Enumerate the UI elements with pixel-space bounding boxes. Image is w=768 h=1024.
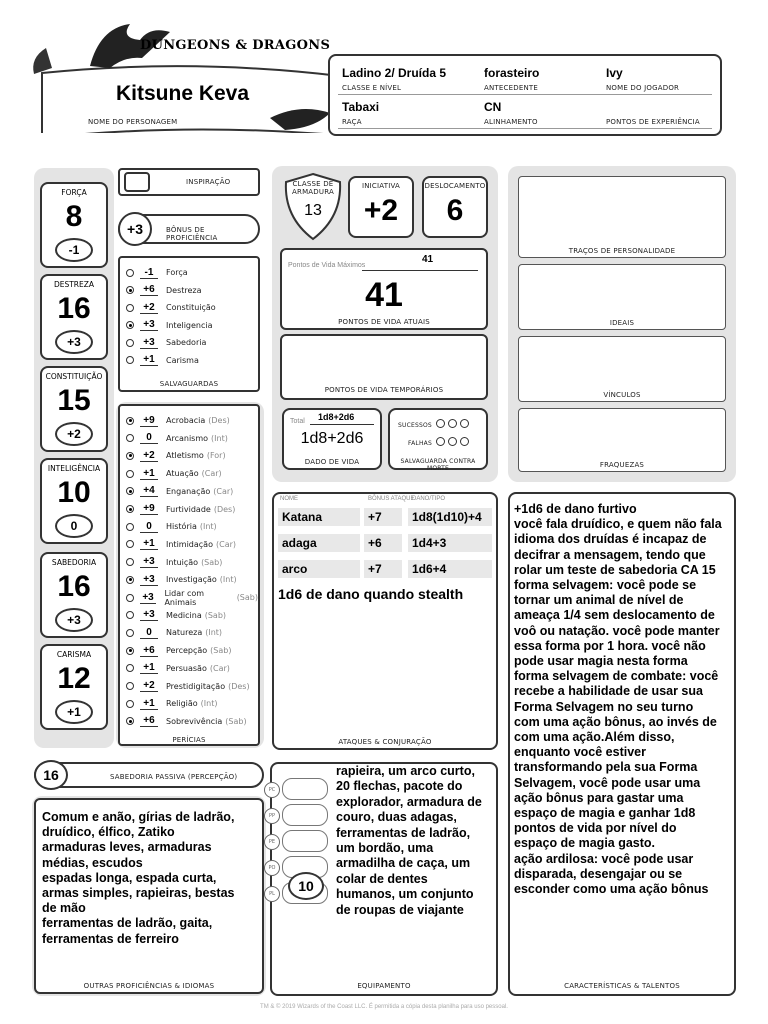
other-proficiencies-label: OUTRAS PROFICIÊNCIAS & IDIOMAS	[83, 982, 215, 990]
initiative-box	[348, 176, 414, 238]
attack-name-header: NOME	[280, 496, 298, 502]
saving-throw-name: Destreza	[166, 285, 202, 295]
equipment-line: um bordão, uma	[336, 841, 434, 856]
equipment-line: colar de dentes	[336, 871, 428, 886]
feature-line: Selvagem, você pode usar uma	[514, 775, 701, 790]
flaws-label: FRAQUEZAS	[599, 461, 645, 469]
skill-row[interactable]	[126, 624, 222, 641]
player-name-value[interactable]: Ivy	[606, 66, 623, 80]
proficiency-line: de mão	[42, 901, 86, 916]
passive-perception-label: SABEDORIA PASSIVA (PERCEPÇÃO)	[110, 773, 238, 781]
ability-0-box	[40, 182, 108, 268]
skill-attribute: (Sab)	[236, 593, 258, 602]
proficiency-line: armaduras leves, armaduras	[42, 840, 212, 855]
feature-line: +1d6 de dano furtivo	[514, 502, 637, 516]
proficiency-checkbox[interactable]	[126, 269, 134, 277]
background-label: ANTECEDENTE	[484, 84, 538, 92]
armor-class-label: CLASSE DE ARMADURA	[292, 180, 334, 196]
skill-value[interactable]: +9	[140, 415, 158, 427]
current-hp-value[interactable]: 41	[365, 276, 403, 314]
skill-name: História	[166, 522, 197, 532]
proficiency-checkbox[interactable]	[126, 700, 134, 708]
saving-throw-name: Sabedoria	[166, 338, 207, 347]
ideals-label: IDEAIS	[609, 319, 635, 327]
feature-line: disparada, desengajar ou se	[514, 866, 683, 881]
skill-attribute: (Des)	[208, 416, 230, 425]
class-level-value[interactable]: Ladino 2/ Druída 5	[342, 66, 447, 80]
death-fail-checks[interactable]	[436, 437, 469, 446]
race-label: RAÇA	[342, 118, 362, 126]
proficiency-line: médias, escudos	[42, 855, 143, 870]
ability-modifier[interactable]: 0	[55, 514, 93, 538]
speed-value[interactable]: 6	[446, 194, 464, 227]
skill-attribute: (Sab)	[210, 646, 232, 656]
proficiency-checkbox[interactable]	[126, 611, 134, 619]
xp-label: PONTOS DE EXPERIÊNCIA	[606, 118, 700, 126]
personality-traits-label: TRAÇOS DE PERSONALIDADE	[568, 247, 676, 255]
attack-bonus-header: BÔNUS ATAQUE	[368, 496, 415, 502]
feature-line: forma selvagem: você pode se	[514, 578, 697, 593]
copyright-footer: TM & © 2019 Wizards of the Coast LLC. É permitida a cópia desta planilha para uso pessoal.	[260, 1004, 508, 1010]
coin-pp-label: PP	[264, 808, 280, 824]
class-level-label: CLASSE E NÍVEL	[342, 84, 402, 92]
skill-attribute: (Int)	[219, 575, 237, 585]
saving-throw-value[interactable]: +1	[140, 354, 158, 366]
skill-name: Medicina	[166, 610, 202, 620]
proficiency-line: ferramentas de ladrão, gaita,	[42, 916, 213, 931]
current-hp-label: PONTOS DE VIDA ATUAIS	[338, 318, 430, 326]
skill-name: Atuação	[166, 469, 199, 479]
ability-score[interactable]: 16	[57, 570, 91, 603]
proficiency-checkbox[interactable]	[126, 540, 134, 548]
coin-po-label: PO	[264, 860, 280, 876]
death-saves-label: SALVAGUARDA CONTRA MORTE	[400, 458, 476, 472]
attacks-box	[272, 492, 498, 750]
ability-3-box	[40, 458, 108, 544]
alignment-label: ALINHAMENTO	[484, 118, 538, 126]
initiative-label: INICIATIVA	[361, 182, 401, 190]
death-fail-label: FALHAS	[408, 440, 432, 447]
proficiency-line: armas simples, rapieiras, bestas	[42, 886, 235, 901]
saving-throw-name: Carisma	[166, 355, 199, 365]
feature-line: tornar um animal de nível de	[514, 593, 684, 608]
skill-name: Persuasão	[166, 663, 207, 673]
skill-row[interactable]	[126, 430, 228, 447]
proficiency-checkbox[interactable]	[126, 629, 134, 637]
death-saves-box	[388, 408, 488, 470]
feature-line: rolar um teste de sabedoria CA 15	[514, 562, 716, 577]
skill-name: Atletismo	[166, 451, 204, 461]
ability-1-box	[40, 274, 108, 360]
skill-attribute: (Car)	[215, 539, 237, 549]
skill-value[interactable]: +6	[140, 645, 158, 657]
equipment-label: EQUIPAMENTO	[357, 982, 411, 990]
feature-line: esconder como uma ação bônus	[514, 882, 709, 897]
proficiency-box	[118, 214, 260, 244]
ability-modifier[interactable]: +1	[55, 700, 93, 724]
feature-line: voô ou natação. você pode manter	[514, 623, 720, 638]
ability-label: SABEDORIA	[51, 558, 97, 567]
flaws-box[interactable]	[518, 408, 726, 472]
skill-attribute: (Int)	[205, 628, 223, 638]
ability-score[interactable]: 8	[65, 200, 83, 233]
saving-throw-row[interactable]	[126, 264, 188, 281]
background-value[interactable]: forasteiro	[484, 66, 540, 80]
skills-box	[118, 404, 260, 746]
proficiency-label: BÔNUS DE PROFICIÊNCIA	[166, 226, 218, 242]
equipment-line: rapieira, um arco curto,	[336, 764, 475, 778]
saving-throw-value[interactable]: +3	[140, 319, 158, 331]
equipment-line: ferramentas de ladrão,	[336, 825, 471, 840]
features-label: CARACTERÍSTICAS & TALENTOS	[564, 982, 680, 990]
skill-row[interactable]	[126, 713, 247, 730]
ability-modifier[interactable]: +3	[55, 608, 93, 632]
feature-line: recebe a habilidade de usar sua	[514, 684, 703, 699]
proficiency-checkbox[interactable]	[126, 487, 134, 495]
equipment-line: de roupas de viajante	[336, 902, 464, 917]
skill-value[interactable]: +4	[140, 485, 158, 497]
game-logo: DUNGEONS & DRAGONS	[140, 38, 331, 53]
gold-value[interactable]: 10	[288, 872, 324, 900]
dragon-banner-graphic	[30, 18, 350, 133]
ability-4-box	[40, 552, 108, 638]
feature-line: espaço de magia gasto.	[514, 836, 656, 851]
bonds-box[interactable]	[518, 336, 726, 402]
coin-pc-label: PC	[264, 782, 280, 798]
saving-throw-value[interactable]: +2	[140, 302, 158, 314]
skill-row[interactable]	[126, 642, 231, 659]
skill-row[interactable]	[126, 678, 250, 695]
skill-value[interactable]: 0	[140, 627, 158, 639]
skill-attribute: (Des)	[213, 504, 236, 514]
max-hp-value[interactable]: 41	[422, 254, 434, 265]
proficiency-checkbox[interactable]	[126, 505, 134, 513]
temp-hp-label: PONTOS DE VIDA TEMPORÁRIOS	[324, 386, 444, 394]
hit-dice-value[interactable]: 1d8+2d6	[300, 430, 364, 447]
equipment-line: couro, duas adagas,	[336, 810, 457, 825]
inspiration-input[interactable]	[124, 172, 150, 192]
attack-damage[interactable]: 1d6+4	[408, 560, 492, 578]
skill-value[interactable]: 0	[140, 432, 158, 444]
skill-name: Furtividade	[166, 504, 211, 514]
skill-name: Lidar com Animais	[164, 588, 205, 607]
skill-name: Investigação	[166, 575, 217, 585]
skill-name: Prestidigitação	[166, 681, 226, 691]
feature-line: transformando pela sua Forma	[514, 760, 698, 775]
skill-row[interactable]	[126, 589, 258, 606]
skill-attribute: (Des)	[228, 681, 250, 691]
saving-throw-name: Força	[166, 268, 188, 277]
passive-perception-value[interactable]: 16	[34, 760, 68, 790]
ability-5-box	[40, 644, 108, 730]
race-value[interactable]: Tabaxi	[342, 100, 380, 114]
equipment-line: humanos, um conjunto	[336, 887, 474, 902]
ideals-box[interactable]	[518, 264, 726, 330]
attack-note[interactable]: 1d6 de dano quando stealth	[278, 586, 464, 602]
other-proficiencies-box[interactable]	[34, 798, 264, 994]
attacks-label: ATAQUES & CONJURAÇÃO	[338, 738, 432, 746]
skills-label: PERÍCIAS	[172, 736, 206, 744]
skill-value[interactable]: +2	[140, 450, 158, 462]
feature-line: enquanto você estiver	[514, 745, 646, 760]
attack-bonus[interactable]: +7	[364, 560, 402, 578]
ability-label: INTELIGÊNCIA	[47, 464, 101, 473]
inspiration-label: INSPIRAÇÃO	[186, 178, 231, 186]
current-hp-box[interactable]	[280, 248, 488, 330]
skill-attribute: (Car)	[209, 663, 230, 673]
coin-pl-label: PL	[264, 886, 280, 902]
ability-score[interactable]: 15	[57, 384, 91, 417]
feature-line: ameaça 1/4 sem deslocamento de	[514, 608, 715, 623]
feature-line: decifrar a mensagem, tendo que	[514, 547, 706, 562]
feature-line: essa forma por 1 hora. você não	[514, 638, 706, 653]
skill-name: Natureza	[166, 628, 203, 638]
skill-value[interactable]: 0	[140, 521, 158, 533]
personality-traits-box[interactable]	[518, 176, 726, 258]
skill-value[interactable]: +1	[140, 538, 158, 550]
equipment-line: armadilha de caça, um	[336, 856, 471, 871]
saving-throw-row[interactable]	[126, 334, 206, 351]
skill-attribute: (For)	[206, 451, 226, 461]
character-name-label: NOME DO PERSONAGEM	[88, 118, 178, 126]
saving-throw-name: Inteligencia	[166, 320, 213, 330]
skill-name: Acrobacia	[166, 416, 206, 425]
armor-class-value[interactable]: 13	[304, 202, 322, 219]
equipment-list[interactable]	[336, 764, 482, 918]
skill-value[interactable]: +3	[140, 592, 157, 604]
saving-throw-value[interactable]: +3	[140, 337, 158, 349]
skill-name: Religião	[166, 699, 198, 709]
skill-row[interactable]	[126, 501, 235, 518]
proficiency-checkbox[interactable]	[126, 717, 134, 725]
saving-throw-row[interactable]	[126, 299, 216, 316]
skill-row[interactable]	[126, 412, 230, 429]
hit-dice-total-label: Total	[290, 418, 305, 425]
inspiration-box	[118, 168, 260, 196]
skill-value[interactable]: +1	[140, 698, 158, 710]
skill-name: Arcanismo	[166, 433, 209, 443]
equipment-line: 20 flechas, pacote do	[336, 779, 463, 794]
skill-row[interactable]	[126, 607, 226, 624]
skill-value[interactable]: +9	[140, 503, 158, 515]
max-hp-label: Pontos de Vida Máximos	[288, 262, 366, 269]
saving-throw-row[interactable]	[126, 282, 202, 299]
character-name[interactable]: Kitsune Keva	[116, 82, 250, 105]
skill-name: Intimidação	[166, 539, 213, 549]
proficiency-line: druídico, élfico, Zatiko	[42, 825, 175, 840]
attack-name[interactable]: Katana	[278, 508, 360, 526]
ability-score[interactable]: 10	[57, 476, 91, 509]
skill-row[interactable]	[126, 695, 217, 712]
saving-throws-label: SALVAGUARDAS	[159, 380, 219, 388]
equipment-box	[270, 762, 498, 996]
ability-2-box	[40, 366, 108, 452]
proficiency-value[interactable]: +3	[118, 212, 152, 246]
skill-name: Percepção	[166, 646, 208, 656]
feature-line: Forma Selvagem no seu turno	[514, 699, 694, 714]
attack-damage-header: DANO/TIPO	[412, 496, 446, 502]
hit-dice-box[interactable]	[282, 408, 382, 470]
proficiency-checkbox[interactable]	[126, 647, 134, 655]
proficiency-checkbox[interactable]	[126, 286, 134, 294]
ability-label: FORÇA	[61, 188, 87, 197]
skill-row[interactable]	[126, 660, 230, 677]
ability-score[interactable]: 12	[57, 662, 91, 695]
skill-row[interactable]	[126, 554, 222, 571]
speed-label: DESLOCAMENTO	[424, 182, 486, 190]
attack-damage[interactable]: 1d4+3	[408, 534, 492, 552]
attack-name[interactable]: adaga	[278, 534, 360, 552]
speed-box	[422, 176, 488, 238]
hit-dice-label: DADO DE VIDA	[304, 458, 360, 466]
ability-modifier[interactable]: +2	[55, 422, 93, 446]
skill-attribute: (Sab)	[204, 610, 227, 620]
death-success-label: SUCESSOS	[398, 422, 432, 429]
skill-row[interactable]	[126, 483, 233, 500]
ability-label: CARISMA	[56, 650, 92, 659]
coin-pe-label: PE	[264, 834, 280, 850]
skill-attribute: (Int)	[199, 522, 217, 532]
proficiency-checkbox[interactable]	[126, 417, 134, 425]
proficiency-checkbox[interactable]	[126, 434, 134, 442]
skill-row[interactable]	[126, 518, 217, 535]
skill-row[interactable]	[126, 447, 226, 464]
character-info-box	[328, 54, 722, 136]
feature-line: você fala druídico, e quem não fala	[514, 517, 722, 532]
skill-value[interactable]: +2	[140, 680, 158, 692]
ability-score[interactable]: 16	[57, 292, 91, 325]
coin-field[interactable]	[282, 804, 328, 826]
feature-line: forma selvagem de combate: você	[514, 669, 719, 684]
feature-line: com uma ação.Além disso,	[514, 730, 675, 745]
skill-attribute: (Car)	[213, 486, 234, 496]
skill-value[interactable]: +1	[140, 468, 158, 480]
ability-label: CONSTITUIÇÃO	[45, 372, 103, 381]
proficiency-checkbox[interactable]	[126, 558, 134, 566]
skill-value[interactable]: +3	[140, 609, 158, 621]
ability-modifier[interactable]: -1	[55, 238, 93, 262]
skill-name: Intuição	[166, 557, 199, 567]
proficiency-checkbox[interactable]	[126, 452, 134, 460]
skill-name: Sobrevivência	[166, 716, 223, 726]
passive-perception-box	[34, 762, 264, 788]
proficiency-checkbox[interactable]	[126, 523, 134, 531]
feature-line: ação ardilosa: você pode usar	[514, 851, 694, 866]
proficiency-checkbox[interactable]	[126, 594, 134, 602]
saving-throw-row[interactable]	[126, 317, 213, 334]
skill-value[interactable]: +1	[140, 662, 158, 674]
alignment-value[interactable]: CN	[484, 100, 502, 114]
attack-bonus[interactable]: +6	[364, 534, 402, 552]
proficiency-checkbox[interactable]	[126, 339, 134, 347]
attack-bonus[interactable]: +7	[364, 508, 402, 526]
proficiency-line: espadas longa, espada curta,	[42, 870, 217, 885]
skill-value[interactable]: +3	[140, 574, 158, 586]
skill-attribute: (Car)	[201, 469, 222, 479]
feature-line: ação bônus para gastar uma	[514, 790, 684, 805]
skill-value[interactable]: +3	[140, 556, 158, 568]
proficiency-checkbox[interactable]	[126, 470, 134, 478]
saving-throw-value[interactable]: -1	[140, 267, 158, 279]
proficiency-checkbox[interactable]	[126, 321, 134, 329]
proficiency-checkbox[interactable]	[126, 576, 134, 584]
proficiency-checkbox[interactable]	[126, 682, 134, 690]
feature-line: com uma ação bônus, ao invés de	[514, 714, 717, 729]
saving-throw-value[interactable]: +6	[140, 284, 158, 296]
proficiency-checkbox[interactable]	[126, 664, 134, 672]
player-name-label: NOME DO JOGADOR	[606, 84, 680, 92]
skill-attribute: (Sab)	[225, 716, 247, 726]
attack-name[interactable]: arco	[278, 560, 360, 578]
equipment-line: explorador, armadura de	[336, 794, 482, 809]
features-box[interactable]	[508, 492, 736, 996]
feature-line: pode usar magia nesta forma	[514, 654, 688, 669]
ability-modifier[interactable]: +3	[55, 330, 93, 354]
skill-row[interactable]	[126, 571, 237, 588]
feature-line: pontos de vida por nível do	[514, 821, 677, 836]
death-success-checks[interactable]	[436, 419, 469, 428]
proficiency-line: ferramentas de ferreiro	[42, 931, 179, 946]
ability-label: DESTREZA	[53, 280, 95, 289]
hit-dice-total-value[interactable]: 1d8+2d6	[318, 412, 355, 422]
skill-attribute: (Int)	[211, 433, 228, 443]
skill-row[interactable]	[126, 536, 236, 553]
coin-field[interactable]	[282, 830, 328, 852]
skill-name: Enganação	[166, 486, 211, 496]
skill-attribute: (Int)	[200, 699, 218, 709]
saving-throw-name: Constituição	[166, 303, 216, 312]
attack-damage[interactable]: 1d8(1d10)+4	[408, 508, 492, 526]
bonds-label: VÍNCULOS	[603, 391, 641, 399]
skill-row[interactable]	[126, 465, 222, 482]
initiative-value[interactable]: +2	[363, 194, 399, 227]
feature-line: idioma dos druídas é incapaz de	[514, 532, 707, 547]
coin-field[interactable]	[282, 778, 328, 800]
saving-throws-box	[118, 256, 260, 392]
skill-attribute: (Sab)	[201, 557, 223, 567]
feature-line: espaço de magia e ganhar 1d8	[514, 806, 696, 821]
proficiency-checkbox[interactable]	[126, 356, 134, 364]
temp-hp-box[interactable]	[280, 334, 488, 400]
skill-value[interactable]: +6	[140, 715, 158, 727]
proficiency-line: Comum e anão, gírias de ladrão,	[42, 810, 235, 824]
saving-throw-row[interactable]	[126, 352, 199, 369]
proficiency-checkbox[interactable]	[126, 304, 134, 312]
